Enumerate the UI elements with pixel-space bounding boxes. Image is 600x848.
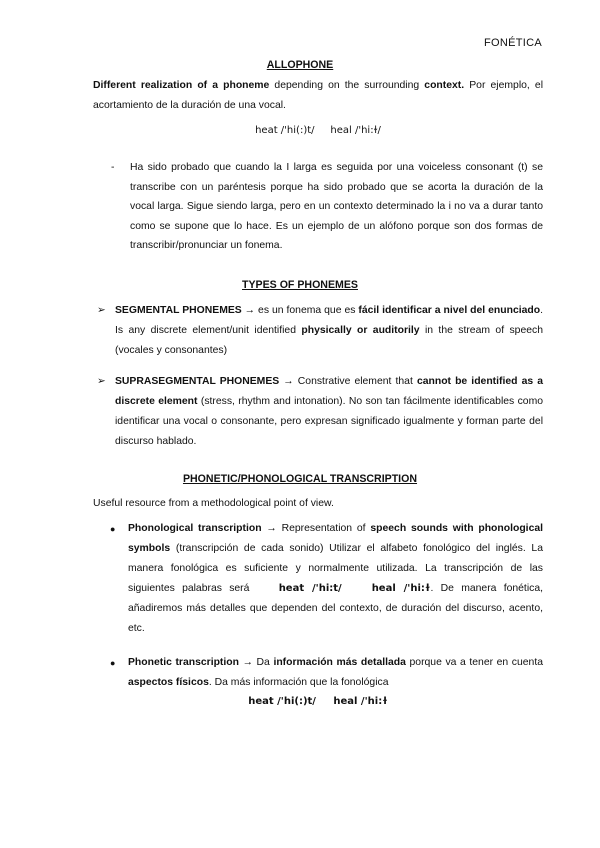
segmental-text-1: → es un fonema que es: [241, 305, 359, 316]
phonetic-label: Phonetic transcription: [128, 657, 239, 668]
allophone-definition-text: depending on the surrounding: [269, 80, 425, 91]
types-heading: TYPES OF PHONEMES: [242, 279, 358, 291]
suprasegmental-marker: ➢: [97, 376, 106, 387]
page-header: FONÉTICA: [483, 37, 542, 49]
transcription-heading: PHONETIC/PHONOLOGICAL TRANSCRIPTION: [182, 473, 418, 485]
segmental-marker: ➢: [97, 305, 106, 316]
allophone-definition: [93, 76, 543, 116]
suprasegmental-text-2: (stress, rhythm and intonation). No son tan fácilmente identificables como identificar una vocal o consonante, pero expresan significado igualmente y forman parte del discurso hablado.: [115, 396, 544, 447]
phonological-text-1: → Representation of: [261, 523, 371, 534]
phonological-heat-ipa: heat /'hi:t/: [278, 583, 342, 594]
allophone-bullet-text: Ha sido probado que cuando la I larga es seguida por una voiceless consonant (t) se transcribe con un paréntesis porque ha sido probado que se acorta la duración de la vocal larga. Sigue siendo larga, pero en un contexto determinado la i no va a durar tanto como se supone que lo hace. Es un ejemplo de un alófono porque son dos formas de transcribir/pronunciar un fonema.: [130, 162, 543, 252]
phonetic-example: heat /'hi(:)t/ heal /'hi:ɫ: [248, 696, 388, 707]
phonetic-text-3: . Da más información que la fonológica: [208, 677, 389, 688]
phonetic-marker: ●: [110, 658, 116, 668]
phonological-heal-ipa: heal /'hi:ɫ: [371, 583, 431, 594]
phonetic-bold-3: aspectos físicos: [128, 677, 209, 688]
phonological-text-3: . De manera fonética, añadiremos más detalles que dependen del contexto, de duración del discurso, acento, etc.: [128, 583, 543, 634]
segmental-text-3: in the stream of speech (vocales y consonantes): [115, 325, 543, 356]
phonological-bold-2: speech sounds with phonological symbols: [128, 523, 544, 554]
allophone-bullet-marker: -: [111, 162, 115, 173]
phonological-label: Phonological transcription: [128, 523, 262, 534]
allophone-definition-bold: Different realization of a phoneme: [93, 80, 270, 91]
allophone-definition-tail: Por ejemplo, el acortamiento de la duración de una vocal.: [93, 80, 543, 111]
suprasegmental-label: SUPRASEGMENTAL PHONEMES: [115, 376, 280, 387]
phonological-marker: ●: [110, 524, 116, 534]
segmental-bold-3: physically or auditorily: [301, 325, 420, 336]
suprasegmental-text-1: → Constrative element that: [279, 376, 417, 387]
allophone-heading: ALLOPHONE: [266, 59, 334, 71]
suprasegmental-bold-2: cannot be identified as a discrete element: [115, 376, 544, 407]
segmental-label: SEGMENTAL PHONEMES: [115, 305, 242, 316]
allophone-context-bold: context.: [424, 80, 465, 91]
segmental-item: [115, 301, 543, 361]
segmental-text-2: . Is any discrete element/unit identified: [115, 305, 543, 336]
phonological-item: [128, 519, 543, 639]
phonetic-text-2: porque va a tener en cuenta: [405, 657, 543, 668]
segmental-bold-2: fácil identificar a nivel del enunciado: [358, 305, 541, 316]
transcription-intro: Useful resource from a methodological point of view.: [93, 498, 334, 509]
suprasegmental-item: [115, 372, 543, 452]
phonological-text-2: (transcripción de cada sonido) Utilizar el alfabeto fonológico del inglés. La manera fonológica es suficiente y normalmente utilizada. La transcripción de las siguientes palabras será: [128, 543, 543, 594]
phonetic-bold-2: información más detallada: [273, 657, 406, 668]
phonetic-text-1: → Da: [238, 657, 274, 668]
allophone-example: heat /'hi(:)t/ heal /'hi:ɫ/: [255, 125, 381, 136]
phonetic-item: [128, 653, 543, 693]
